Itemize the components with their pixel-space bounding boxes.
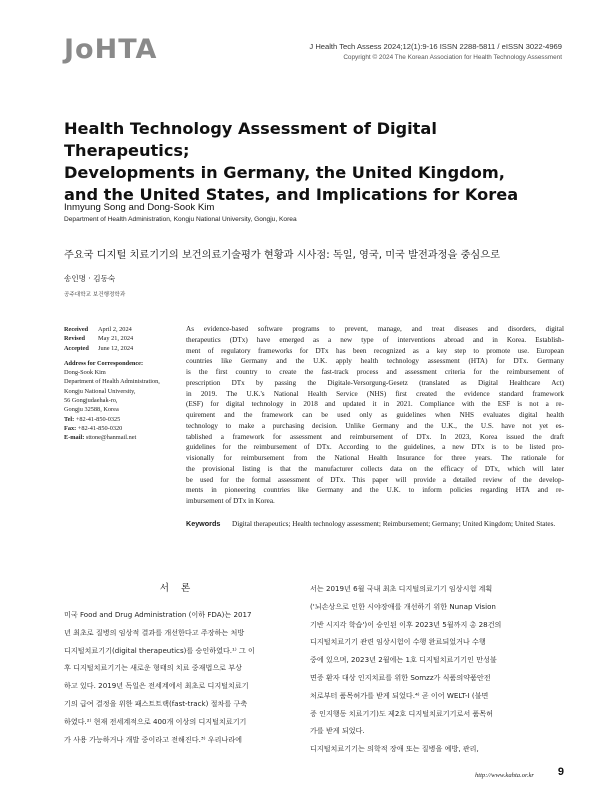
abstract-line: quirement and the framework can be used only as guidelines when NHS evaluates digital health <box>186 411 564 419</box>
email-label: E-mail: <box>64 434 85 442</box>
date-accepted <box>64 344 176 353</box>
article-title-line-1: Health Technology Assessment of Digital Therapeutics; <box>64 119 437 160</box>
citation-line: J Health Tech Assess 2024;12(1):9-16 ISSN 2288-5811 / eISSN 3022-4969 <box>309 42 562 51</box>
body-line: 디지털치료기기는 의학적 장애 또는 질병을 예방, 관리, <box>310 744 479 754</box>
keywords-value: Digital therapeutics; Health technology assessment; Reimbursement; Germany; United Kingdom; United States. <box>232 520 556 528</box>
body-line: 미국 Food and Drug Administration (이하 FDA)는 2017 <box>64 610 252 619</box>
fax-row <box>64 424 176 433</box>
abstract-line: guidelines for the reimbursement of DTx. According to the guidelines, a new DTx is to be listed pro- <box>186 443 564 452</box>
body-line: 후 디지털치료기기는 새로운 형태의 치료 중재법으로 부상 <box>64 663 242 673</box>
correspondence-line: Department of Health Administration, <box>64 378 160 386</box>
abstract-line: be used for the formal assessment of DTx. This paper will provide a detailed review of the develop- <box>186 475 564 484</box>
body-column-left <box>64 606 300 748</box>
keywords-label: Keywords <box>186 519 221 528</box>
date-value: April 2, 2024 <box>98 326 132 333</box>
body-line: 기반 시지각 학습')이 승인된 이후 2023년 5월까지 총 28건의 <box>310 619 502 629</box>
tel-row <box>64 415 176 424</box>
abstract-line: countries like Germany and the U.K. apply health technology assessment (HTA) for DTx. Germany <box>186 357 564 366</box>
body-line: 하고 있다. 2019년 독일은 전세계에서 최초로 디지털치료기 <box>64 681 249 691</box>
body-line: 기의 급여 결정을 위한 패스트트랙(fast-track) 절차를 구축 <box>64 698 248 708</box>
correspondence-line: Gongju 32588, Korea <box>64 406 119 414</box>
page-number: 9 <box>557 766 564 778</box>
date-revised <box>64 334 176 343</box>
journal-logo: JoHTA <box>64 34 158 65</box>
fax-label: Fax: <box>64 424 77 432</box>
date-value: June 12, 2024 <box>98 344 134 352</box>
body-line: 디지털치료기기(digital therapeutics)를 승인하였다.¹⁾ 그 이 <box>64 645 255 655</box>
date-label: Accepted <box>64 344 89 352</box>
correspondence-line: Kongju National University, <box>64 387 136 395</box>
body-line: 하였다.²⁾ 현재 전세계적으로 400개 이상의 디지털치료기기 <box>64 716 247 726</box>
email-row <box>64 433 176 442</box>
abstract-line: therapeutics (DTx) have emerged as a new type of interventions abroad and in Korea. Establish- <box>186 335 564 344</box>
korean-authors: 송인명 · 김동숙 <box>64 274 116 283</box>
abstract-line: prescription DTx by passing the Digitale-Versorgung-Gesetz (translated as Digital Healthcare Act) <box>186 378 564 387</box>
body-line: 처로부터 품목허가를 받게 되었다.⁴⁾ 곧 이어 WELT-I (불면 <box>310 690 489 700</box>
journal-url-link[interactable]: http://www.kahta.or.kr <box>474 772 534 779</box>
abstract-line: As evidence-based software programs to prevent, manage, and treat diseases and disorders, digital <box>186 325 564 333</box>
date-label: Received <box>64 326 89 333</box>
body-column-right <box>310 580 564 758</box>
tel-value: +82-41-850-0325 <box>75 415 121 423</box>
affiliation: Department of Health Administration, Kongju National University, Gongju, Korea <box>64 216 297 223</box>
body-line: 증 인지행동 치료기기)도 제2호 디지털치료기기로서 품목허 <box>310 708 494 718</box>
date-value: May 21, 2024 <box>98 335 134 343</box>
correspondence-line: 56 Gongjudaehak-ro, <box>64 397 118 405</box>
abstract-line: the provisional listing is that the manufacturer collects data on the efficacy of DTx, which will later <box>186 464 564 473</box>
abstract-line: imbursement of DTx in Korea. <box>186 497 275 505</box>
citation-block <box>309 41 562 63</box>
copyright-line: Copyright © 2024 The Korean Association for Health Technology Assessment <box>343 54 562 61</box>
authors: Inmyung Song and Dong-Sook Kim <box>64 202 215 213</box>
article-info-sidebar <box>64 325 176 443</box>
body-line: 가 사용 가능하거나 개발 중이라고 전해진다.³⁾ 우리나라에 <box>64 734 242 744</box>
correspondence-title: Address for Correspondence: <box>64 359 144 367</box>
abstract <box>186 324 564 507</box>
article-title-line-2: Developments in Germany, the United Kingdom, <box>64 163 505 182</box>
body-line: 년 최초로 질병의 임상적 결과를 개선한다고 주장하는 처방 <box>64 627 245 637</box>
abstract-line: ment of regulatory frameworks for DTx has been recognized as a key step to promote use. European <box>186 346 564 355</box>
abstract-line: in 2019. The U.K.'s National Health Service (NHS) first created the evidence standard framework <box>186 389 564 398</box>
abstract-line: ments in pioneering countries like Germany and the U.K. to inform policies regarding HTA and re- <box>186 486 564 495</box>
date-received <box>64 325 176 334</box>
abstract-line: tablished a framework for assessment and reimbursement of DTx. In 2023, Korea issued the draft <box>186 432 564 441</box>
email-link[interactable]: sttone@hanmail.net <box>85 434 137 442</box>
section-title-introduction: 서론 <box>159 583 203 594</box>
keywords <box>186 519 564 530</box>
tel-label: Tel: <box>64 415 75 423</box>
article-title <box>64 118 564 206</box>
body-line: 면증 환자 대상 인지치료를 위한 Somzz가 식품의약품안전 <box>310 672 491 682</box>
body-line: 서는 2019년 6월 국내 최초 디지털의료기기 임상시험 계획 <box>310 584 493 593</box>
abstract-line: is the first country to create the fast-track process and assessment criteria for the reimbursement of <box>186 368 564 376</box>
fax-value: +82-41-850-0320 <box>77 424 123 432</box>
abstract-line: technology to make a purchasing decision. Unlike Germany and the U.K., the U.S. have not yet es- <box>186 421 564 430</box>
article-title-line-3: and the United States, and Implications for Korea <box>64 185 519 204</box>
abstract-line: visionally for reimbursement from the National Health Insurance for three years. The rationale for <box>186 454 564 462</box>
body-line: 중에 있으며, 2023년 2월에는 1호 디지털치료기기인 만성불 <box>310 655 497 665</box>
korean-title: 주요국 디지털 치료기기의 보건의료기술평가 현황과 시사점: 독일, 영국, 미국 발전과정을 중심으로 <box>64 250 500 261</box>
body-line: 디지털치료기기 관련 임상시험이 수행 완료되었거나 수행 <box>310 637 486 647</box>
abstract-line: (ESF) for digital technology in 2018 and updated it in 2021. Compliance with the ESF is not a re- <box>186 400 564 409</box>
correspondence-line: Dong-Sook Kim <box>64 369 106 377</box>
date-label: Revised <box>64 335 85 343</box>
korean-affiliation: 공주대학교 보건행정학과 <box>64 292 126 298</box>
body-line: 가를 받게 되었다. <box>310 726 365 736</box>
body-line: ('뇌손상으로 인한 시야장애를 개선하기 위한 Nunap Vision <box>310 601 496 611</box>
